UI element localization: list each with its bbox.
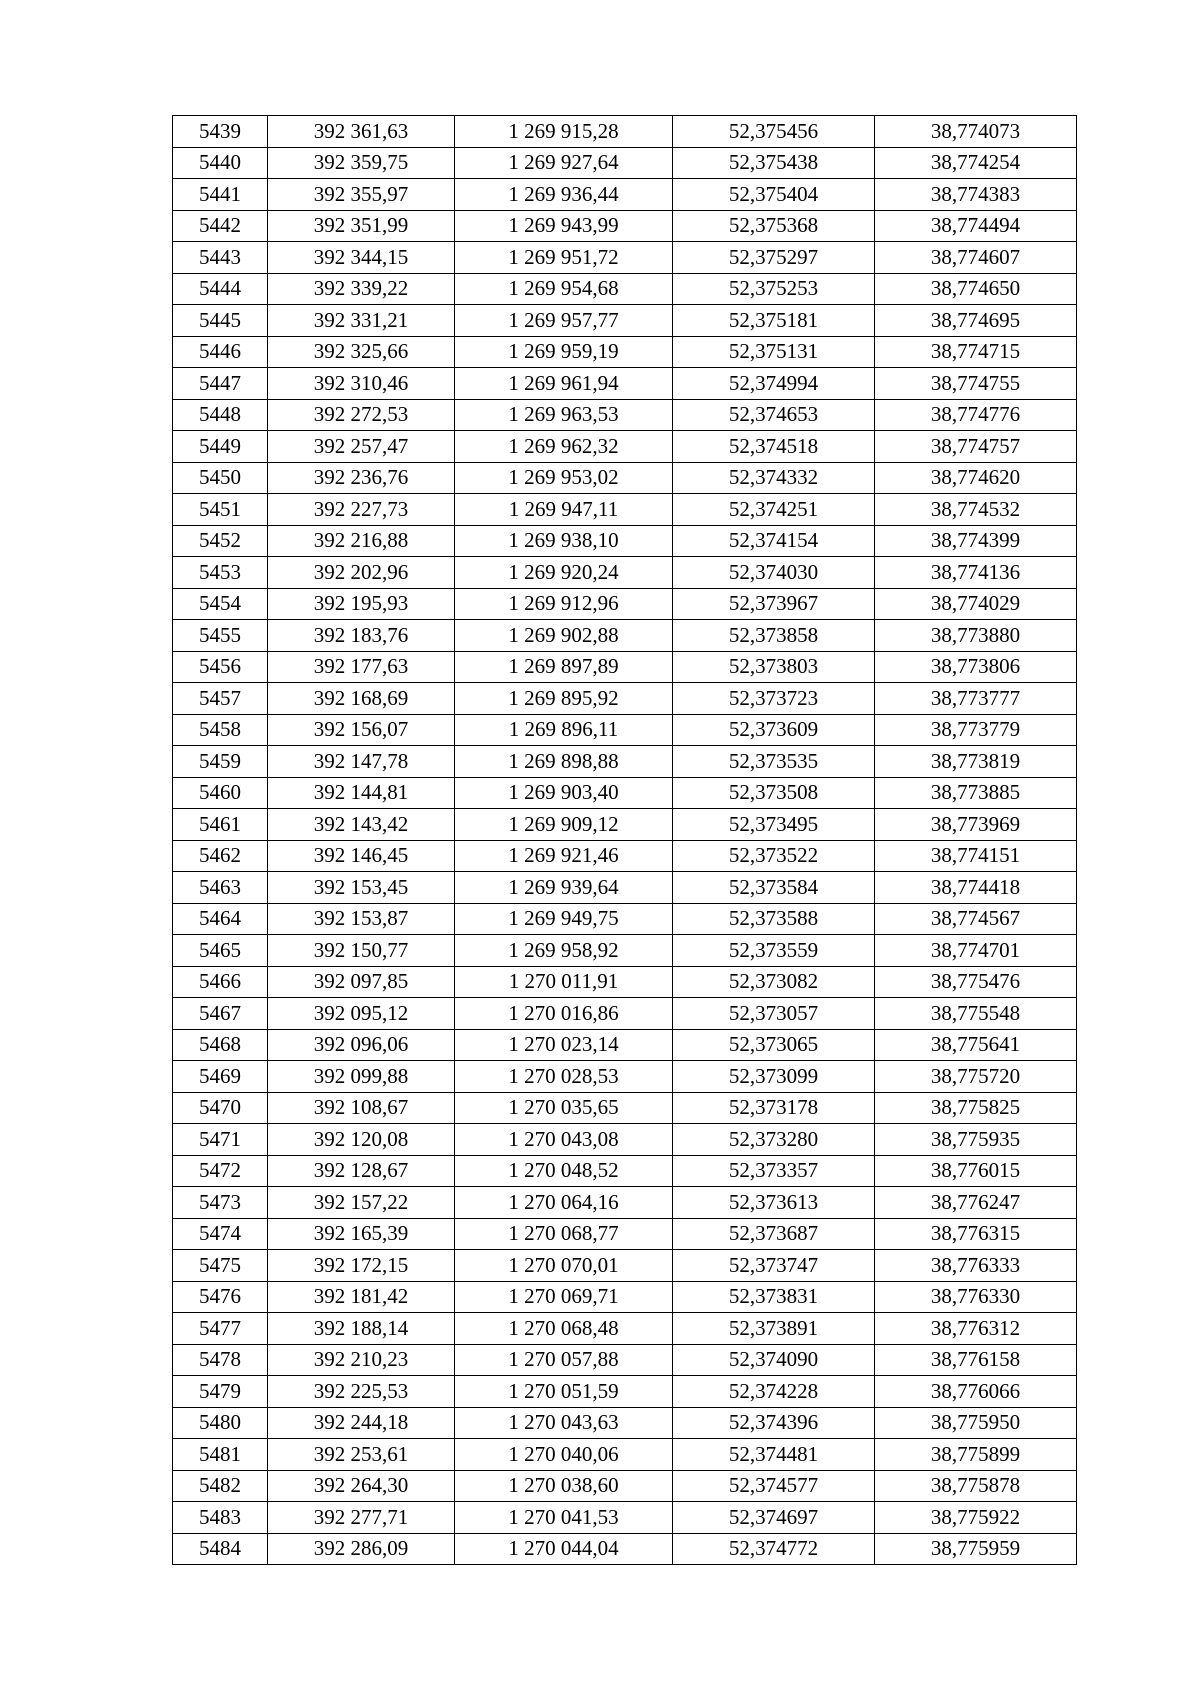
y-coordinate-cell: 1 270 064,16 xyxy=(455,1187,673,1219)
longitude-cell: 38,774254 xyxy=(875,147,1077,179)
longitude-cell: 38,775950 xyxy=(875,1407,1077,1439)
latitude-cell: 52,375456 xyxy=(673,116,875,148)
x-coordinate-cell: 392 096,06 xyxy=(268,1029,455,1061)
y-coordinate-cell: 1 269 936,44 xyxy=(455,179,673,211)
longitude-cell: 38,773885 xyxy=(875,777,1077,809)
table-row xyxy=(173,1313,1077,1345)
longitude-cell: 38,774607 xyxy=(875,242,1077,274)
x-coordinate-cell: 392 177,63 xyxy=(268,651,455,683)
x-coordinate-cell: 392 286,09 xyxy=(268,1533,455,1565)
x-coordinate-cell: 392 359,75 xyxy=(268,147,455,179)
latitude-cell: 52,373357 xyxy=(673,1155,875,1187)
latitude-cell: 52,374154 xyxy=(673,525,875,557)
point-number-cell: 5465 xyxy=(173,935,268,967)
x-coordinate-cell: 392 236,76 xyxy=(268,462,455,494)
x-coordinate-cell: 392 150,77 xyxy=(268,935,455,967)
latitude-cell: 52,373723 xyxy=(673,683,875,715)
longitude-cell: 38,774136 xyxy=(875,557,1077,589)
table-row xyxy=(173,1155,1077,1187)
longitude-cell: 38,775476 xyxy=(875,966,1077,998)
table-row xyxy=(173,494,1077,526)
y-coordinate-cell: 1 269 920,24 xyxy=(455,557,673,589)
y-coordinate-cell: 1 269 954,68 xyxy=(455,273,673,305)
x-coordinate-cell: 392 244,18 xyxy=(268,1407,455,1439)
y-coordinate-cell: 1 269 958,92 xyxy=(455,935,673,967)
x-coordinate-cell: 392 143,42 xyxy=(268,809,455,841)
y-coordinate-cell: 1 269 951,72 xyxy=(455,242,673,274)
table-row xyxy=(173,1061,1077,1093)
point-number-cell: 5471 xyxy=(173,1124,268,1156)
y-coordinate-cell: 1 269 947,11 xyxy=(455,494,673,526)
x-coordinate-cell: 392 153,87 xyxy=(268,903,455,935)
latitude-cell: 52,373891 xyxy=(673,1313,875,1345)
latitude-cell: 52,375297 xyxy=(673,242,875,274)
y-coordinate-cell: 1 270 040,06 xyxy=(455,1439,673,1471)
point-number-cell: 5441 xyxy=(173,179,268,211)
point-number-cell: 5444 xyxy=(173,273,268,305)
latitude-cell: 52,373609 xyxy=(673,714,875,746)
latitude-cell: 52,374518 xyxy=(673,431,875,463)
point-number-cell: 5446 xyxy=(173,336,268,368)
point-number-cell: 5472 xyxy=(173,1155,268,1187)
y-coordinate-cell: 1 269 897,89 xyxy=(455,651,673,683)
longitude-cell: 38,774383 xyxy=(875,179,1077,211)
point-number-cell: 5464 xyxy=(173,903,268,935)
y-coordinate-cell: 1 270 068,77 xyxy=(455,1218,673,1250)
y-coordinate-cell: 1 270 023,14 xyxy=(455,1029,673,1061)
y-coordinate-cell: 1 270 028,53 xyxy=(455,1061,673,1093)
y-coordinate-cell: 1 269 943,99 xyxy=(455,210,673,242)
x-coordinate-cell: 392 325,66 xyxy=(268,336,455,368)
longitude-cell: 38,774701 xyxy=(875,935,1077,967)
y-coordinate-cell: 1 269 915,28 xyxy=(455,116,673,148)
longitude-cell: 38,775878 xyxy=(875,1470,1077,1502)
table-row xyxy=(173,903,1077,935)
point-number-cell: 5451 xyxy=(173,494,268,526)
point-number-cell: 5481 xyxy=(173,1439,268,1471)
point-number-cell: 5463 xyxy=(173,872,268,904)
point-number-cell: 5479 xyxy=(173,1376,268,1408)
table-row xyxy=(173,683,1077,715)
point-number-cell: 5457 xyxy=(173,683,268,715)
x-coordinate-cell: 392 156,07 xyxy=(268,714,455,746)
y-coordinate-cell: 1 269 938,10 xyxy=(455,525,673,557)
x-coordinate-cell: 392 257,47 xyxy=(268,431,455,463)
point-number-cell: 5454 xyxy=(173,588,268,620)
longitude-cell: 38,774073 xyxy=(875,116,1077,148)
table-row xyxy=(173,651,1077,683)
y-coordinate-cell: 1 269 959,19 xyxy=(455,336,673,368)
table-row xyxy=(173,368,1077,400)
longitude-cell: 38,775899 xyxy=(875,1439,1077,1471)
x-coordinate-cell: 392 216,88 xyxy=(268,525,455,557)
x-coordinate-cell: 392 120,08 xyxy=(268,1124,455,1156)
y-coordinate-cell: 1 270 057,88 xyxy=(455,1344,673,1376)
latitude-cell: 52,374697 xyxy=(673,1502,875,1534)
table-row xyxy=(173,1376,1077,1408)
y-coordinate-cell: 1 270 043,63 xyxy=(455,1407,673,1439)
longitude-cell: 38,774532 xyxy=(875,494,1077,526)
point-number-cell: 5459 xyxy=(173,746,268,778)
latitude-cell: 52,374481 xyxy=(673,1439,875,1471)
x-coordinate-cell: 392 225,53 xyxy=(268,1376,455,1408)
y-coordinate-cell: 1 269 912,96 xyxy=(455,588,673,620)
longitude-cell: 38,773777 xyxy=(875,683,1077,715)
x-coordinate-cell: 392 361,63 xyxy=(268,116,455,148)
latitude-cell: 52,374994 xyxy=(673,368,875,400)
x-coordinate-cell: 392 099,88 xyxy=(268,1061,455,1093)
longitude-cell: 38,774650 xyxy=(875,273,1077,305)
longitude-cell: 38,774755 xyxy=(875,368,1077,400)
point-number-cell: 5439 xyxy=(173,116,268,148)
point-number-cell: 5455 xyxy=(173,620,268,652)
longitude-cell: 38,776066 xyxy=(875,1376,1077,1408)
latitude-cell: 52,375131 xyxy=(673,336,875,368)
latitude-cell: 52,373508 xyxy=(673,777,875,809)
longitude-cell: 38,774620 xyxy=(875,462,1077,494)
y-coordinate-cell: 1 269 957,77 xyxy=(455,305,673,337)
latitude-cell: 52,374772 xyxy=(673,1533,875,1565)
y-coordinate-cell: 1 269 939,64 xyxy=(455,872,673,904)
latitude-cell: 52,373747 xyxy=(673,1250,875,1282)
point-number-cell: 5466 xyxy=(173,966,268,998)
latitude-cell: 52,375253 xyxy=(673,273,875,305)
table-row xyxy=(173,179,1077,211)
point-number-cell: 5475 xyxy=(173,1250,268,1282)
latitude-cell: 52,373535 xyxy=(673,746,875,778)
longitude-cell: 38,775548 xyxy=(875,998,1077,1030)
y-coordinate-cell: 1 269 927,64 xyxy=(455,147,673,179)
latitude-cell: 52,373831 xyxy=(673,1281,875,1313)
longitude-cell: 38,773806 xyxy=(875,651,1077,683)
x-coordinate-cell: 392 351,99 xyxy=(268,210,455,242)
y-coordinate-cell: 1 270 041,53 xyxy=(455,1502,673,1534)
y-coordinate-cell: 1 270 068,48 xyxy=(455,1313,673,1345)
point-number-cell: 5449 xyxy=(173,431,268,463)
table-row xyxy=(173,305,1077,337)
latitude-cell: 52,373280 xyxy=(673,1124,875,1156)
latitude-cell: 52,374030 xyxy=(673,557,875,589)
x-coordinate-cell: 392 331,21 xyxy=(268,305,455,337)
table-row xyxy=(173,746,1077,778)
latitude-cell: 52,373967 xyxy=(673,588,875,620)
y-coordinate-cell: 1 269 896,11 xyxy=(455,714,673,746)
y-coordinate-cell: 1 269 902,88 xyxy=(455,620,673,652)
point-number-cell: 5461 xyxy=(173,809,268,841)
longitude-cell: 38,774494 xyxy=(875,210,1077,242)
table-row xyxy=(173,809,1077,841)
point-number-cell: 5443 xyxy=(173,242,268,274)
latitude-cell: 52,375181 xyxy=(673,305,875,337)
y-coordinate-cell: 1 269 949,75 xyxy=(455,903,673,935)
longitude-cell: 38,774776 xyxy=(875,399,1077,431)
point-number-cell: 5445 xyxy=(173,305,268,337)
table-row xyxy=(173,1439,1077,1471)
latitude-cell: 52,373495 xyxy=(673,809,875,841)
point-number-cell: 5467 xyxy=(173,998,268,1030)
table-row xyxy=(173,1281,1077,1313)
table-row xyxy=(173,588,1077,620)
x-coordinate-cell: 392 253,61 xyxy=(268,1439,455,1471)
point-number-cell: 5469 xyxy=(173,1061,268,1093)
table-row xyxy=(173,714,1077,746)
table-row xyxy=(173,1187,1077,1219)
longitude-cell: 38,775641 xyxy=(875,1029,1077,1061)
point-number-cell: 5450 xyxy=(173,462,268,494)
longitude-cell: 38,775922 xyxy=(875,1502,1077,1534)
table-row xyxy=(173,147,1077,179)
point-number-cell: 5452 xyxy=(173,525,268,557)
latitude-cell: 52,373588 xyxy=(673,903,875,935)
y-coordinate-cell: 1 270 035,65 xyxy=(455,1092,673,1124)
latitude-cell: 52,373178 xyxy=(673,1092,875,1124)
point-number-cell: 5476 xyxy=(173,1281,268,1313)
latitude-cell: 52,373522 xyxy=(673,840,875,872)
table-row xyxy=(173,1502,1077,1534)
y-coordinate-cell: 1 269 909,12 xyxy=(455,809,673,841)
table-row xyxy=(173,1344,1077,1376)
longitude-cell: 38,774757 xyxy=(875,431,1077,463)
table-row xyxy=(173,116,1077,148)
longitude-cell: 38,774695 xyxy=(875,305,1077,337)
x-coordinate-cell: 392 147,78 xyxy=(268,746,455,778)
table-row xyxy=(173,210,1077,242)
table-row xyxy=(173,1029,1077,1061)
longitude-cell: 38,776247 xyxy=(875,1187,1077,1219)
table-row xyxy=(173,1407,1077,1439)
latitude-cell: 52,375438 xyxy=(673,147,875,179)
latitude-cell: 52,373082 xyxy=(673,966,875,998)
x-coordinate-cell: 392 153,45 xyxy=(268,872,455,904)
point-number-cell: 5470 xyxy=(173,1092,268,1124)
x-coordinate-cell: 392 108,67 xyxy=(268,1092,455,1124)
latitude-cell: 52,374228 xyxy=(673,1376,875,1408)
table-row xyxy=(173,273,1077,305)
table-row xyxy=(173,1124,1077,1156)
x-coordinate-cell: 392 202,96 xyxy=(268,557,455,589)
point-number-cell: 5442 xyxy=(173,210,268,242)
x-coordinate-cell: 392 183,76 xyxy=(268,620,455,652)
x-coordinate-cell: 392 146,45 xyxy=(268,840,455,872)
table-row xyxy=(173,399,1077,431)
point-number-cell: 5458 xyxy=(173,714,268,746)
longitude-cell: 38,774567 xyxy=(875,903,1077,935)
longitude-cell: 38,776330 xyxy=(875,1281,1077,1313)
x-coordinate-cell: 392 339,22 xyxy=(268,273,455,305)
longitude-cell: 38,776312 xyxy=(875,1313,1077,1345)
y-coordinate-cell: 1 270 011,91 xyxy=(455,966,673,998)
x-coordinate-cell: 392 172,15 xyxy=(268,1250,455,1282)
table-row xyxy=(173,431,1077,463)
y-coordinate-cell: 1 269 963,53 xyxy=(455,399,673,431)
x-coordinate-cell: 392 272,53 xyxy=(268,399,455,431)
longitude-cell: 38,776015 xyxy=(875,1155,1077,1187)
longitude-cell: 38,773779 xyxy=(875,714,1077,746)
point-number-cell: 5460 xyxy=(173,777,268,809)
latitude-cell: 52,375368 xyxy=(673,210,875,242)
x-coordinate-cell: 392 168,69 xyxy=(268,683,455,715)
table-row xyxy=(173,777,1077,809)
longitude-cell: 38,773819 xyxy=(875,746,1077,778)
y-coordinate-cell: 1 269 961,94 xyxy=(455,368,673,400)
x-coordinate-cell: 392 264,30 xyxy=(268,1470,455,1502)
x-coordinate-cell: 392 227,73 xyxy=(268,494,455,526)
point-number-cell: 5478 xyxy=(173,1344,268,1376)
latitude-cell: 52,374251 xyxy=(673,494,875,526)
table-row xyxy=(173,1218,1077,1250)
y-coordinate-cell: 1 269 898,88 xyxy=(455,746,673,778)
y-coordinate-cell: 1 269 962,32 xyxy=(455,431,673,463)
longitude-cell: 38,773880 xyxy=(875,620,1077,652)
latitude-cell: 52,373803 xyxy=(673,651,875,683)
point-number-cell: 5468 xyxy=(173,1029,268,1061)
table-row xyxy=(173,1533,1077,1565)
point-number-cell: 5482 xyxy=(173,1470,268,1502)
longitude-cell: 38,774151 xyxy=(875,840,1077,872)
x-coordinate-cell: 392 181,42 xyxy=(268,1281,455,1313)
coordinates-table-body xyxy=(173,116,1077,1565)
latitude-cell: 52,374090 xyxy=(673,1344,875,1376)
latitude-cell: 52,373099 xyxy=(673,1061,875,1093)
latitude-cell: 52,373687 xyxy=(673,1218,875,1250)
longitude-cell: 38,774418 xyxy=(875,872,1077,904)
table-row xyxy=(173,1470,1077,1502)
table-row xyxy=(173,462,1077,494)
x-coordinate-cell: 392 128,67 xyxy=(268,1155,455,1187)
latitude-cell: 52,375404 xyxy=(673,179,875,211)
longitude-cell: 38,773969 xyxy=(875,809,1077,841)
x-coordinate-cell: 392 188,14 xyxy=(268,1313,455,1345)
y-coordinate-cell: 1 270 044,04 xyxy=(455,1533,673,1565)
longitude-cell: 38,776333 xyxy=(875,1250,1077,1282)
table-row xyxy=(173,1092,1077,1124)
y-coordinate-cell: 1 269 921,46 xyxy=(455,840,673,872)
table-row xyxy=(173,336,1077,368)
longitude-cell: 38,775959 xyxy=(875,1533,1077,1565)
y-coordinate-cell: 1 270 016,86 xyxy=(455,998,673,1030)
latitude-cell: 52,374577 xyxy=(673,1470,875,1502)
table-row xyxy=(173,966,1077,998)
latitude-cell: 52,373065 xyxy=(673,1029,875,1061)
longitude-cell: 38,775825 xyxy=(875,1092,1077,1124)
x-coordinate-cell: 392 165,39 xyxy=(268,1218,455,1250)
table-row xyxy=(173,840,1077,872)
x-coordinate-cell: 392 157,22 xyxy=(268,1187,455,1219)
longitude-cell: 38,774399 xyxy=(875,525,1077,557)
point-number-cell: 5474 xyxy=(173,1218,268,1250)
table-row xyxy=(173,557,1077,589)
x-coordinate-cell: 392 344,15 xyxy=(268,242,455,274)
latitude-cell: 52,373057 xyxy=(673,998,875,1030)
y-coordinate-cell: 1 270 038,60 xyxy=(455,1470,673,1502)
point-number-cell: 5453 xyxy=(173,557,268,589)
table-row xyxy=(173,872,1077,904)
point-number-cell: 5473 xyxy=(173,1187,268,1219)
x-coordinate-cell: 392 210,23 xyxy=(268,1344,455,1376)
y-coordinate-cell: 1 270 043,08 xyxy=(455,1124,673,1156)
point-number-cell: 5483 xyxy=(173,1502,268,1534)
latitude-cell: 52,374396 xyxy=(673,1407,875,1439)
latitude-cell: 52,374332 xyxy=(673,462,875,494)
y-coordinate-cell: 1 269 903,40 xyxy=(455,777,673,809)
x-coordinate-cell: 392 195,93 xyxy=(268,588,455,620)
x-coordinate-cell: 392 277,71 xyxy=(268,1502,455,1534)
x-coordinate-cell: 392 144,81 xyxy=(268,777,455,809)
point-number-cell: 5462 xyxy=(173,840,268,872)
y-coordinate-cell: 1 269 953,02 xyxy=(455,462,673,494)
point-number-cell: 5480 xyxy=(173,1407,268,1439)
table-row xyxy=(173,525,1077,557)
coordinates-table xyxy=(172,115,1077,1565)
y-coordinate-cell: 1 270 051,59 xyxy=(455,1376,673,1408)
y-coordinate-cell: 1 269 895,92 xyxy=(455,683,673,715)
x-coordinate-cell: 392 095,12 xyxy=(268,998,455,1030)
x-coordinate-cell: 392 310,46 xyxy=(268,368,455,400)
y-coordinate-cell: 1 270 048,52 xyxy=(455,1155,673,1187)
longitude-cell: 38,774715 xyxy=(875,336,1077,368)
point-number-cell: 5447 xyxy=(173,368,268,400)
latitude-cell: 52,374653 xyxy=(673,399,875,431)
table-row xyxy=(173,620,1077,652)
point-number-cell: 5440 xyxy=(173,147,268,179)
longitude-cell: 38,776158 xyxy=(875,1344,1077,1376)
latitude-cell: 52,373613 xyxy=(673,1187,875,1219)
table-row xyxy=(173,998,1077,1030)
table-row xyxy=(173,935,1077,967)
latitude-cell: 52,373559 xyxy=(673,935,875,967)
table-row xyxy=(173,242,1077,274)
point-number-cell: 5484 xyxy=(173,1533,268,1565)
longitude-cell: 38,775720 xyxy=(875,1061,1077,1093)
point-number-cell: 5456 xyxy=(173,651,268,683)
point-number-cell: 5448 xyxy=(173,399,268,431)
latitude-cell: 52,373858 xyxy=(673,620,875,652)
x-coordinate-cell: 392 355,97 xyxy=(268,179,455,211)
y-coordinate-cell: 1 270 069,71 xyxy=(455,1281,673,1313)
longitude-cell: 38,776315 xyxy=(875,1218,1077,1250)
point-number-cell: 5477 xyxy=(173,1313,268,1345)
longitude-cell: 38,774029 xyxy=(875,588,1077,620)
y-coordinate-cell: 1 270 070,01 xyxy=(455,1250,673,1282)
x-coordinate-cell: 392 097,85 xyxy=(268,966,455,998)
longitude-cell: 38,775935 xyxy=(875,1124,1077,1156)
table-row xyxy=(173,1250,1077,1282)
latitude-cell: 52,373584 xyxy=(673,872,875,904)
